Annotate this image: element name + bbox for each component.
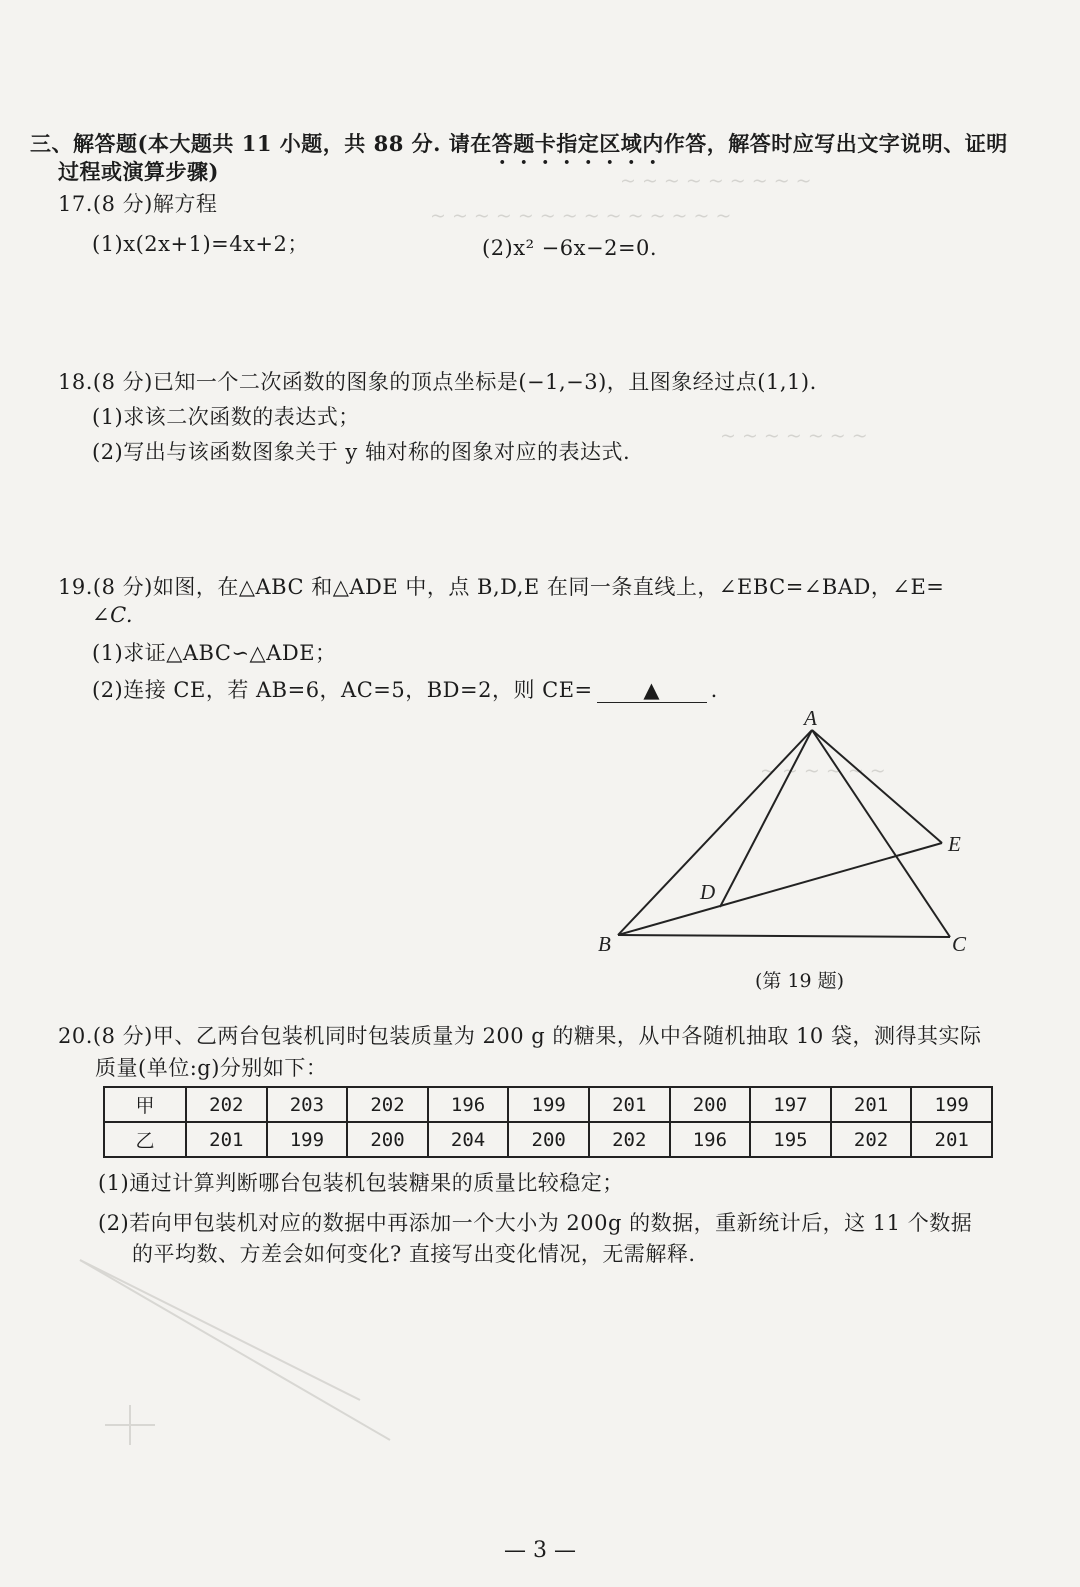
label-b: B (598, 932, 611, 956)
figure-caption: (第 19 题) (755, 970, 845, 992)
table-cell: 197 (750, 1087, 831, 1122)
page-number: — 3 — (504, 1538, 576, 1563)
section-title-suffix: 作答，解答时应写出文字说明、证明 (663, 131, 1008, 156)
q20-part2: (2)若向甲包装机对应的数据中再添加一个大小为 200g 的数据，重新统计后，这 11 个数据 (98, 1211, 973, 1235)
bleed-through-text: ~ ~ ~ ~ ~ ~ ~ ~ ~ (620, 170, 812, 192)
table-cell: 200 (508, 1122, 589, 1157)
triangle-mark-icon: ▲ (643, 678, 660, 702)
table-cell: 202 (831, 1122, 912, 1157)
answer-blank (597, 678, 707, 703)
segment-bc (618, 935, 950, 937)
q18-part1: (1)求该二次函数的表达式； (92, 405, 360, 429)
segment-be (618, 843, 942, 935)
row-label: 甲 (104, 1087, 186, 1122)
table-cell: 202 (589, 1122, 670, 1157)
table-cell: 199 (267, 1122, 348, 1157)
table-cell: 195 (750, 1122, 831, 1157)
label-e: E (948, 832, 961, 856)
section-title-prefix: 三、解答题(本大题共 11 小题，共 88 分. 请在 (30, 131, 492, 156)
q17-part1: (1)x(2x+1)=4x+2； (92, 232, 309, 256)
q19-header: 19.(8 分)如图，在△ABC 和△ADE 中，点 B,D,E 在同一条直线上，∠EBC=∠BAD，∠E= (58, 575, 945, 599)
table-cell: 201 (589, 1087, 670, 1122)
segment-ad (720, 730, 812, 907)
bleed-through-text: ~ ~ ~ ~ ~ ~ (760, 760, 886, 782)
segment-ac (812, 730, 950, 937)
q17-header: 17.(8 分)解方程 (58, 192, 218, 216)
table-cell: 199 (508, 1087, 589, 1122)
q18-part2: (2)写出与该函数图象关于 y 轴对称的图象对应的表达式. (92, 440, 631, 464)
q20-part1: (1)通过计算判断哪台包装机包装糖果的质量比较稳定； (98, 1171, 624, 1195)
q19-part2-text: (2)连接 CE，若 AB=6，AC=5，BD=2，则 CE= (92, 678, 593, 702)
table-cell: 201 (186, 1122, 267, 1157)
table-row (104, 1087, 992, 1122)
q19-part2 (92, 674, 718, 704)
table-cell: 200 (347, 1122, 428, 1157)
bleed-through-drawing (60, 1250, 420, 1470)
q17-part2: (2)x² −6x−2=0. (482, 236, 658, 260)
section-title-dotted: 答题卡指定区域内 (491, 131, 664, 156)
table-row (104, 1122, 992, 1157)
table-cell: 201 (911, 1122, 992, 1157)
q19-part1: (1)求证△ABC∽△ADE； (92, 641, 337, 665)
table-cell: 199 (911, 1087, 992, 1122)
table-cell: 202 (347, 1087, 428, 1122)
table-cell: 201 (831, 1087, 912, 1122)
table-cell: 204 (428, 1122, 509, 1157)
table-cell: 202 (186, 1087, 267, 1122)
segment-ab (618, 730, 812, 935)
bleed-through-text: ~ ~ ~ ~ ~ ~ ~ ~ ~ ~ ~ ~ ~ ~ (430, 205, 732, 227)
table-cell: 196 (428, 1087, 509, 1122)
row-label: 乙 (104, 1122, 186, 1157)
table-cell: 200 (670, 1087, 751, 1122)
bleed-through-text: ~ ~ ~ ~ ~ ~ ~ (720, 425, 868, 447)
triangle-figure (580, 705, 980, 965)
q20-part2-cont: 的平均数、方差会如何变化? 直接写出变化情况，无需解释. (132, 1242, 696, 1266)
label-c: C (952, 932, 967, 956)
candy-mass-table (103, 1086, 993, 1158)
q19-header-cont: ∠C. (92, 603, 134, 627)
table-cell: 196 (670, 1122, 751, 1157)
label-a: A (804, 706, 817, 730)
q20-header: 20.(8 分)甲、乙两台包装机同时包装质量为 200 g 的糖果，从中各随机抽取 10 袋，测得其实际 (58, 1024, 982, 1048)
q18-header: 18.(8 分)已知一个二次函数的图象的顶点坐标是(−1,−3)，且图象经过点(1,1). (58, 370, 817, 394)
section-title-line2: 过程或演算步骤) (58, 159, 219, 184)
q20-header-cont: 质量(单位:g)分别如下： (95, 1056, 328, 1080)
table-cell: 203 (267, 1087, 348, 1122)
label-d: D (700, 880, 716, 904)
q19-part2-end: . (710, 678, 718, 702)
